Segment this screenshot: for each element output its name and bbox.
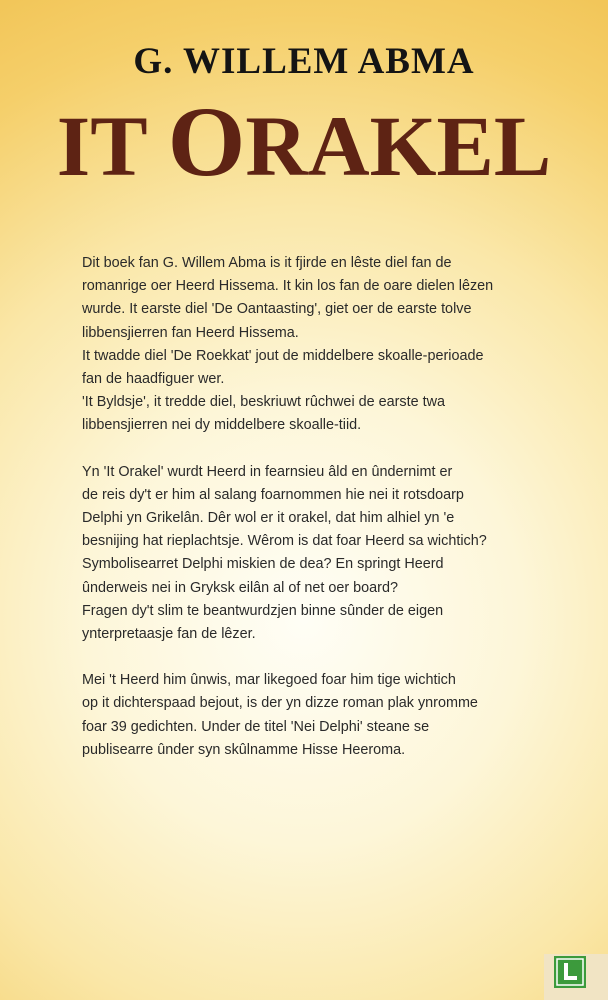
title-part-3: RAKEL xyxy=(245,98,552,194)
blurb-line: libbensjierren fan Heerd Hissema. xyxy=(82,324,299,341)
blurb-line: Delphi yn Grikelân. Dêr wol er it orakel, dat him alhiel yn 'e xyxy=(82,510,455,527)
blurb-line: Yn 'It Orakel' wurdt Heerd in fearnsieu âld en ûndernimt er xyxy=(82,463,453,480)
blurb-line: foar 39 gedichten. Under de titel 'Nei Delphi' steane se xyxy=(82,718,430,735)
blurb-line: libbensjierren nei dy middelbere skoalle-tiid. xyxy=(82,417,362,434)
title-part-1: IT xyxy=(56,98,168,194)
blurb-line: Dit boek fan G. Willem Abma is it fjirde en lêste diel fan de xyxy=(82,255,452,271)
blurb-line: romanrige oer Heerd Hissema. It kin los fan de oare dielen lêzen xyxy=(82,278,494,295)
blurb-line: ynterpretaasje fan de lêzer. xyxy=(82,626,256,643)
blurb-line: Symbolisearret Delphi miskien de dea? En springt Heerd xyxy=(82,556,444,573)
blurb-paragraph-2 xyxy=(82,461,514,647)
author-name: G. WILLEM ABMA xyxy=(133,41,475,82)
blurb-text xyxy=(82,252,514,785)
blurb-line: Mei 't Heerd him ûnwis, mar likegoed foar him tige wichtich xyxy=(82,672,456,689)
blurb-line: ûnderweis nei in Gryksk eilân al of net oer board? xyxy=(82,579,398,596)
blurb-line: de reis dy't er him al salang foarnommen hie nei it rotsdoarp xyxy=(82,486,464,503)
blurb-line: 'It Byldsje', it tredde diel, beskriuwt rûchwei de earste twa xyxy=(82,394,446,411)
blurb-line: op it dichterspaad bejout, is der yn dizze roman plak ynromme xyxy=(82,695,478,712)
blurb-line: besnijing hat rieplachtsje. Wêrom is dat foar Heerd sa wichtich? xyxy=(82,533,487,550)
blurb-line: wurde. It earste diel 'De Oantaasting', giet oer de earste tolve xyxy=(82,301,472,318)
blurb-line: publisearre ûnder syn skûlnamme Hisse Heeroma. xyxy=(82,741,406,758)
publisher-logo-icon xyxy=(554,956,586,988)
title-part-2: O xyxy=(167,86,246,197)
blurb-line: Fragen dy't slim te beantwurdzjen binne sûnder de eigen xyxy=(82,602,444,619)
blurb-paragraph-1 xyxy=(82,252,514,438)
blurb-line: It twadde diel 'De Roekkat' jout de middelbere skoalle-perioade xyxy=(82,347,484,364)
book-title xyxy=(0,86,608,197)
blurb-line: fan de haadfiguer wer. xyxy=(82,371,225,388)
blurb-paragraph-3 xyxy=(82,669,514,762)
